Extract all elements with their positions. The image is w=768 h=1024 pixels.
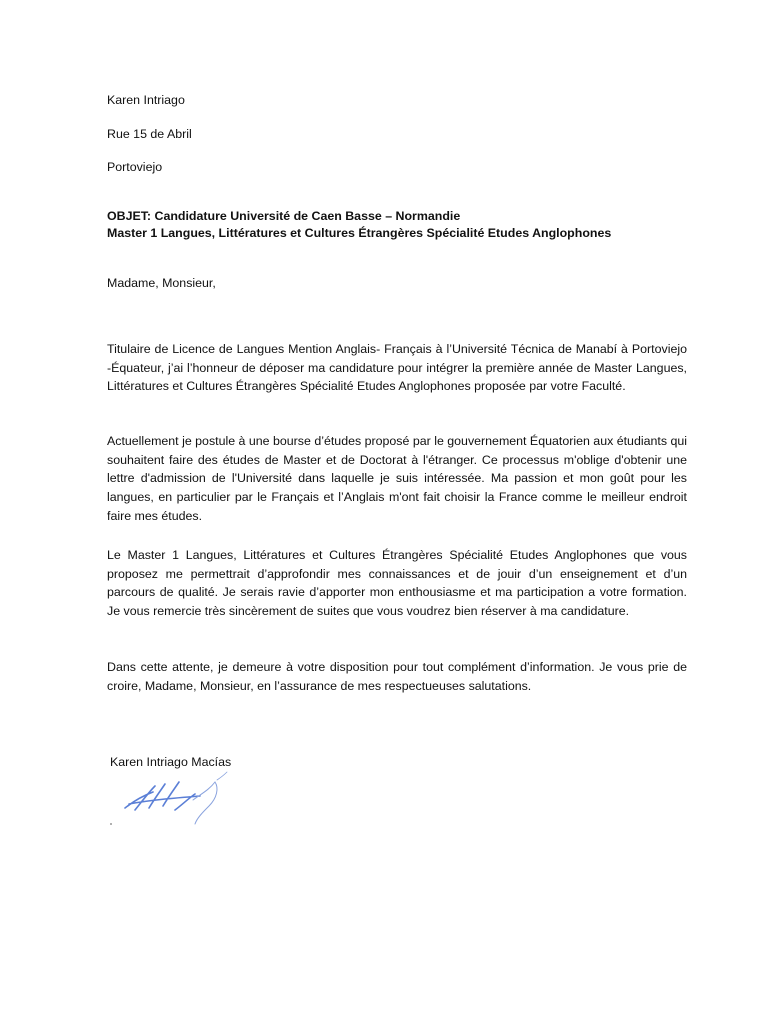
closing-name: Karen Intriago Macías	[110, 755, 232, 769]
sender-name: Karen Intriago	[107, 93, 185, 107]
paragraph-1: Titulaire de Licence de Langues Mention Anglais- Français à l’Université Técnica de Manabí à Portoviejo -Équateur, j’ai l’honneur de déposer ma candidature pour intégrer la première année de Master Langues, Littératures et Cultures Étrangères Spécialité Etudes Anglophones proposée par votre Faculté.	[107, 342, 687, 394]
subject-line-2: Master 1 Langues, Littératures et Cultures Étrangères Spécialité Etudes Anglophones	[107, 226, 612, 240]
handwritten-signature	[105, 770, 235, 830]
paragraph-3: Le Master 1 Langues, Littératures et Cultures Étrangères Spécialité Etudes Anglophones que vous proposez me permettrait d’approfondir mes connaissances et de jouir d’un enseignement et d’un parcours de qualité. Je serais ravie d’apporter mon enthousiasme et ma participation a votre formation. Je vous remercie très sincèrement de suites que vous voudrez bien réserver à ma candidature.	[107, 548, 687, 619]
subject-line-1: OBJET: Candidature Université de Caen Basse – Normandie	[107, 209, 461, 223]
paragraph-4: Dans cette attente, je demeure à votre disposition pour tout complément d’information. Je vous prie de croire, Madame, Monsieur, en l’assurance de mes respectueuses salutations.	[107, 660, 687, 693]
paragraph-2: Actuellement je postule à une bourse d’études proposé par le gouvernement Équatorien aux étudiants qui souhaitent faire des études de Master et de Doctorat à l'étranger. Ce processus m'oblige d'obtenir une lettre d'admission de l'Université dans laquelle je suis intéressée. Ma passion et mon goût pour les langues, en particulier par le Français et l’Anglais m'ont fait choisir la France comme le meilleur endroit faire mes études.	[107, 434, 687, 523]
salutation: Madame, Monsieur,	[107, 276, 216, 290]
sender-city: Portoviejo	[107, 160, 163, 174]
sender-street: Rue 15 de Abril	[107, 127, 192, 141]
